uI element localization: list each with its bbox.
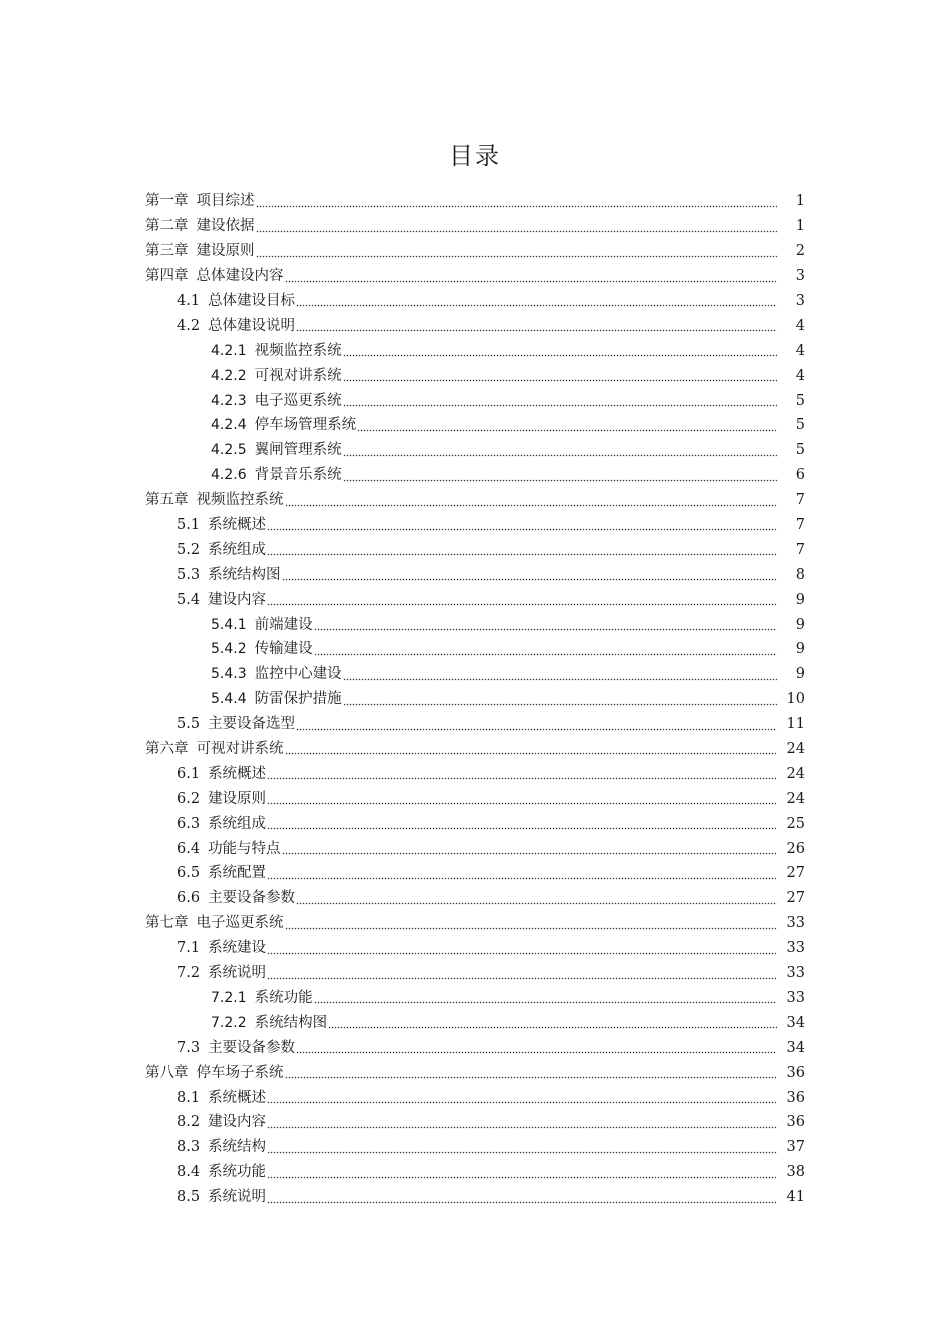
toc-entry[interactable] xyxy=(145,637,805,662)
dot-leader xyxy=(314,994,777,1004)
toc-entry-number: 8.5 xyxy=(177,1189,201,1206)
toc-entry-page-number: 33 xyxy=(786,940,805,957)
toc-entry-title: 系统说明 xyxy=(208,965,267,982)
toc-entry-page-number: 36 xyxy=(786,1064,805,1081)
toc-entry-number: 6.5 xyxy=(177,865,201,882)
dot-leader xyxy=(267,1169,777,1179)
toc-entry-page-number: 38 xyxy=(786,1164,805,1181)
toc-entry-title: 停车场子系统 xyxy=(196,1064,284,1081)
toc-entry-page-number: 36 xyxy=(786,1114,805,1131)
toc-entry-number: 第二章 xyxy=(145,218,189,235)
toc-entry-number: 6.1 xyxy=(177,765,201,782)
toc-entry[interactable] xyxy=(145,712,805,737)
toc-entry-number: 4.2.4 xyxy=(211,417,247,434)
dot-leader xyxy=(314,621,777,631)
toc-entry-title: 电子巡更系统 xyxy=(254,392,342,409)
toc-entry-number: 8.3 xyxy=(177,1139,201,1156)
toc-entry-page-number: 33 xyxy=(786,989,805,1006)
toc-entry-page-number: 27 xyxy=(786,890,805,907)
toc-entry[interactable] xyxy=(145,811,805,836)
toc-entry-number: 7.2.2 xyxy=(211,1014,247,1031)
toc-entry-page-number: 7 xyxy=(795,492,805,509)
dot-leader xyxy=(296,1044,777,1054)
dot-leader xyxy=(343,472,777,482)
toc-entry-number: 第一章 xyxy=(145,193,189,210)
toc-entry-page-number: 33 xyxy=(786,965,805,982)
toc-entry-page-number: 24 xyxy=(786,790,805,807)
dot-leader xyxy=(285,497,778,507)
toc-entry[interactable] xyxy=(145,413,805,438)
toc-entry[interactable] xyxy=(145,264,805,289)
toc-entry[interactable] xyxy=(145,189,805,214)
dot-leader xyxy=(267,945,777,955)
toc-entry-title: 系统功能 xyxy=(254,989,313,1006)
toc-entry-title: 防雷保护措施 xyxy=(254,691,342,708)
dot-leader xyxy=(256,198,778,208)
toc-entry-page-number: 25 xyxy=(786,815,805,832)
toc-entry-title: 系统说明 xyxy=(208,1189,267,1206)
dot-leader xyxy=(343,447,777,457)
dot-leader xyxy=(267,1119,777,1129)
toc-entry-page-number: 9 xyxy=(795,641,805,658)
toc-entry-page-number: 7 xyxy=(795,517,805,534)
toc-entry[interactable] xyxy=(145,662,805,687)
toc-entry-number: 8.4 xyxy=(177,1164,201,1181)
toc-entry-title: 监控中心建设 xyxy=(254,666,342,683)
toc-entry[interactable] xyxy=(145,1085,805,1110)
toc-entry[interactable] xyxy=(145,786,805,811)
toc-entry[interactable] xyxy=(145,1135,805,1160)
toc-entry-title: 主要设备参数 xyxy=(208,1039,296,1056)
table-of-contents xyxy=(145,189,805,1210)
toc-entry-title: 停车场管理系统 xyxy=(254,417,357,434)
toc-entry-number: 6.3 xyxy=(177,815,201,832)
dot-leader xyxy=(267,1144,777,1154)
dot-leader xyxy=(285,745,778,755)
toc-entry[interactable] xyxy=(145,1010,805,1035)
toc-entry-number: 6.2 xyxy=(177,790,201,807)
toc-entry-title: 建设原则 xyxy=(196,243,255,260)
toc-entry-page-number: 27 xyxy=(786,865,805,882)
toc-entry[interactable] xyxy=(145,313,805,338)
toc-entry-title: 视频监控系统 xyxy=(254,342,342,359)
toc-entry-page-number: 5 xyxy=(795,417,805,434)
toc-entry-title: 系统结构 xyxy=(208,1139,267,1156)
toc-entry-number: 5.3 xyxy=(177,566,201,583)
toc-entry[interactable] xyxy=(145,687,805,712)
toc-entry-title: 主要设备参数 xyxy=(208,890,296,907)
toc-entry[interactable] xyxy=(145,1185,805,1210)
toc-entry[interactable] xyxy=(145,1035,805,1060)
toc-entry-number: 8.2 xyxy=(177,1114,201,1131)
dot-leader xyxy=(267,970,777,980)
toc-entry-page-number: 1 xyxy=(795,218,805,235)
toc-entry-number: 7.1 xyxy=(177,940,201,957)
toc-entry-number: 第三章 xyxy=(145,243,189,260)
toc-entry-title: 建设内容 xyxy=(208,1114,267,1131)
toc-entry-title: 总体建设内容 xyxy=(196,268,284,285)
document-title: 目录 xyxy=(449,142,501,170)
toc-entry[interactable] xyxy=(145,737,805,762)
toc-entry-page-number: 10 xyxy=(786,691,805,708)
toc-entry-title: 系统组成 xyxy=(208,815,267,832)
dot-leader xyxy=(267,1094,777,1104)
dot-leader xyxy=(282,845,777,855)
toc-entry-page-number: 9 xyxy=(795,616,805,633)
toc-entry-title: 系统结构图 xyxy=(254,1014,328,1031)
toc-entry[interactable] xyxy=(145,587,805,612)
dot-leader xyxy=(328,1019,777,1029)
toc-entry[interactable] xyxy=(145,1060,805,1085)
dot-leader xyxy=(267,546,777,556)
toc-entry-title: 可视对讲系统 xyxy=(196,741,284,758)
toc-entry-title: 系统组成 xyxy=(208,541,267,558)
toc-entry[interactable] xyxy=(145,1160,805,1185)
toc-entry-page-number: 33 xyxy=(786,915,805,932)
toc-entry[interactable] xyxy=(145,513,805,538)
toc-entry-title: 系统概述 xyxy=(208,765,267,782)
toc-entry-title: 系统建设 xyxy=(208,940,267,957)
toc-entry[interactable] xyxy=(145,886,805,911)
toc-entry-page-number: 4 xyxy=(795,367,805,384)
toc-entry[interactable] xyxy=(145,761,805,786)
toc-entry-number: 5.4 xyxy=(177,591,201,608)
toc-entry-page-number: 36 xyxy=(786,1089,805,1106)
toc-entry-title: 项目综述 xyxy=(196,193,255,210)
toc-entry-number: 8.1 xyxy=(177,1089,201,1106)
toc-entry-number: 第七章 xyxy=(145,915,189,932)
dot-leader xyxy=(343,372,777,382)
toc-entry-number: 4.2.6 xyxy=(211,467,247,484)
dot-leader xyxy=(314,646,777,656)
toc-entry-number: 4.1 xyxy=(177,293,201,309)
dot-leader xyxy=(343,671,777,681)
toc-entry-page-number: 3 xyxy=(795,268,805,285)
toc-entry-number: 5.1 xyxy=(177,517,201,534)
toc-entry-number: 5.5 xyxy=(177,716,201,733)
toc-entry-number: 5.4.1 xyxy=(211,616,247,633)
toc-entry-title: 系统结构图 xyxy=(208,566,281,583)
toc-entry[interactable] xyxy=(145,612,805,637)
toc-entry-number: 5.4.2 xyxy=(211,641,247,658)
toc-entry[interactable] xyxy=(145,289,805,314)
toc-entry-page-number: 5 xyxy=(795,392,805,409)
dot-leader xyxy=(267,820,777,830)
dot-leader xyxy=(267,770,777,780)
toc-entry-title: 建设原则 xyxy=(208,790,267,807)
toc-entry-title: 系统功能 xyxy=(208,1164,267,1181)
toc-entry-page-number: 9 xyxy=(795,591,805,608)
toc-entry[interactable] xyxy=(145,363,805,388)
dot-leader xyxy=(285,273,778,283)
toc-entry[interactable] xyxy=(145,911,805,936)
toc-entry-title: 背景音乐系统 xyxy=(254,467,342,484)
toc-entry-title: 视频监控系统 xyxy=(196,492,284,509)
toc-entry[interactable] xyxy=(145,338,805,363)
dot-leader xyxy=(267,596,777,606)
dot-leader xyxy=(267,521,777,531)
toc-entry-number: 5.2 xyxy=(177,541,201,558)
toc-entry[interactable] xyxy=(145,961,805,986)
toc-entry-page-number: 6 xyxy=(795,467,805,484)
toc-entry-page-number: 4 xyxy=(795,342,805,359)
dot-leader xyxy=(296,721,777,731)
toc-entry-page-number: 41 xyxy=(786,1189,805,1206)
toc-entry[interactable] xyxy=(145,239,805,264)
toc-entry-page-number: 26 xyxy=(786,840,805,857)
dot-leader xyxy=(343,397,777,407)
toc-entry[interactable] xyxy=(145,537,805,562)
toc-entry-page-number: 7 xyxy=(795,541,805,558)
toc-entry[interactable] xyxy=(145,488,805,513)
toc-entry-title: 可视对讲系统 xyxy=(254,367,342,384)
dot-leader xyxy=(296,322,777,332)
toc-entry-title: 系统配置 xyxy=(208,865,267,882)
toc-entry-page-number: 37 xyxy=(786,1139,805,1156)
toc-entry-title: 电子巡更系统 xyxy=(196,915,284,932)
toc-entry-number: 6.4 xyxy=(177,840,201,857)
toc-entry[interactable] xyxy=(145,562,805,587)
dot-leader xyxy=(296,895,777,905)
toc-entry-title: 建设依据 xyxy=(196,218,255,235)
toc-entry[interactable] xyxy=(145,463,805,488)
toc-entry-number: 4.2.2 xyxy=(211,367,247,384)
toc-entry-number: 第八章 xyxy=(145,1064,189,1081)
toc-entry-page-number: 34 xyxy=(786,1039,805,1056)
toc-entry-title: 翼闸管理系统 xyxy=(254,442,342,459)
dot-leader xyxy=(256,223,778,233)
toc-entry-number: 4.2.5 xyxy=(211,442,247,459)
toc-entry-number: 第六章 xyxy=(145,741,189,758)
toc-entry[interactable] xyxy=(145,438,805,463)
toc-entry-title: 功能与特点 xyxy=(208,840,281,857)
toc-entry-number: 5.4.3 xyxy=(211,666,247,683)
toc-entry-page-number: 1 xyxy=(795,193,805,210)
toc-entry-page-number: 24 xyxy=(786,765,805,782)
toc-entry-page-number: 4 xyxy=(795,317,805,334)
toc-entry-number: 4.2 xyxy=(177,317,201,334)
toc-entry-number: 6.6 xyxy=(177,890,201,907)
toc-entry-title: 系统概述 xyxy=(208,517,267,534)
toc-entry[interactable] xyxy=(145,861,805,886)
toc-entry[interactable] xyxy=(145,214,805,239)
toc-entry-number: 第四章 xyxy=(145,268,189,285)
toc-entry-page-number: 24 xyxy=(786,741,805,758)
toc-entry[interactable] xyxy=(145,836,805,861)
toc-entry-page-number: 34 xyxy=(786,1014,805,1031)
toc-entry-title: 建设内容 xyxy=(208,591,267,608)
dot-leader xyxy=(282,571,777,581)
toc-entry-page-number: 3 xyxy=(795,293,805,309)
dot-leader xyxy=(267,1194,777,1204)
dot-leader xyxy=(267,870,777,880)
toc-entry[interactable] xyxy=(145,936,805,961)
toc-entry-page-number: 8 xyxy=(795,566,805,583)
toc-entry-number: 7.2 xyxy=(177,965,201,982)
dot-leader xyxy=(256,248,778,258)
toc-entry-page-number: 2 xyxy=(795,243,805,260)
toc-entry-number: 7.2.1 xyxy=(211,989,247,1006)
dot-leader xyxy=(296,297,777,307)
toc-entry[interactable] xyxy=(145,388,805,413)
dot-leader xyxy=(343,696,777,706)
dot-leader xyxy=(285,920,778,930)
toc-entry-title: 总体建设说明 xyxy=(208,317,296,334)
toc-entry-number: 7.3 xyxy=(177,1039,201,1056)
toc-entry-page-number: 9 xyxy=(795,666,805,683)
toc-entry-title: 总体建设目标 xyxy=(208,293,296,309)
toc-entry-number: 4.2.3 xyxy=(211,392,247,409)
toc-entry-page-number: 5 xyxy=(795,442,805,459)
toc-entry-number: 4.2.1 xyxy=(211,342,247,359)
toc-entry-number: 5.4.4 xyxy=(211,691,247,708)
toc-entry-title: 前端建设 xyxy=(254,616,313,633)
toc-entry-title: 主要设备选型 xyxy=(208,716,296,733)
toc-entry[interactable] xyxy=(145,1110,805,1135)
toc-entry-page-number: 11 xyxy=(786,716,805,733)
dot-leader xyxy=(343,347,777,357)
dot-leader xyxy=(267,795,777,805)
dot-leader xyxy=(357,422,777,432)
toc-entry[interactable] xyxy=(145,986,805,1011)
dot-leader xyxy=(285,1069,778,1079)
toc-entry-number: 第五章 xyxy=(145,492,189,509)
toc-entry-title: 系统概述 xyxy=(208,1089,267,1106)
toc-entry-title: 传输建设 xyxy=(254,641,313,658)
